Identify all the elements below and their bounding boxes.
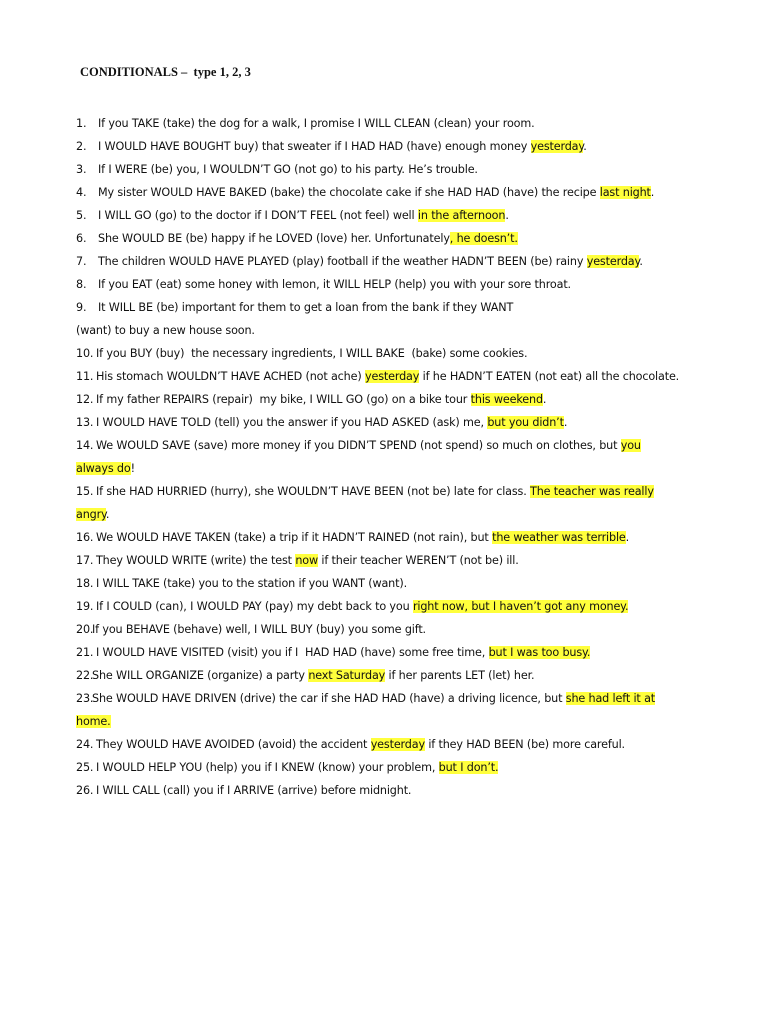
exercise-number: 14.	[76, 439, 94, 452]
highlighted-text: the weather was terrible	[492, 531, 626, 544]
exercise-item	[76, 756, 694, 779]
exercise-text: If you EAT (eat) some honey with lemon, it WILL HELP (help) you with your sore throat.	[98, 278, 571, 291]
exercise-number: 24.	[76, 738, 94, 751]
exercise-item	[76, 779, 694, 802]
exercise-number: 23.	[76, 692, 94, 705]
exercise-item	[76, 618, 694, 641]
exercise-number: 25.	[76, 761, 94, 774]
exercise-item	[76, 687, 686, 733]
highlighted-text: The teacher was really angry	[76, 485, 654, 521]
exercise-item	[76, 388, 694, 411]
exercise-number: 9.	[76, 301, 87, 314]
exercise-text-end: .	[650, 186, 655, 199]
highlighted-text: this weekend	[470, 393, 543, 406]
exercise-text: They WOULD WRITE (write) the test	[96, 554, 296, 567]
exercise-text-end: if their teacher WEREN’T (not be) ill.	[317, 554, 519, 567]
exercise-item	[76, 595, 694, 618]
exercise-text: We WOULD SAVE (save) more money if you DIDN’T SPEND (not spend) so much on clothes, but	[96, 439, 621, 452]
exercise-number: 11.	[76, 370, 94, 383]
exercise-text: If you TAKE (take) the dog for a walk, I promise I WILL CLEAN (clean) your room.	[98, 117, 535, 130]
exercise-number: 18.	[76, 577, 94, 590]
exercise-item	[76, 641, 694, 664]
highlighted-text: yesterday	[530, 140, 584, 153]
exercise-item	[76, 135, 694, 158]
exercise-text: They WOULD HAVE AVOIDED (avoid) the accident	[96, 738, 371, 751]
exercise-item	[76, 204, 694, 227]
exercise-text-end: .	[625, 531, 630, 544]
exercise-text: She WOULD BE (be) happy if he LOVED (love) her. Unfortunately	[98, 232, 450, 245]
exercise-number: 17.	[76, 554, 94, 567]
exercise-item	[76, 572, 694, 595]
exercise-text: I WILL CALL (call) you if I ARRIVE (arrive) before midnight.	[96, 784, 412, 797]
exercise-text: I WILL GO (go) to the doctor if I DON’T FEEL (not feel) well	[98, 209, 418, 222]
highlighted-text: , he doesn’t.	[449, 232, 518, 245]
highlighted-text: next Saturday	[308, 669, 386, 682]
exercise-number: 21.	[76, 646, 94, 659]
exercise-item	[76, 480, 678, 526]
highlighted-text: yesterday	[586, 255, 640, 268]
exercise-item	[76, 526, 694, 549]
highlighted-text: you always do	[76, 439, 641, 475]
highlighted-text: but I don’t.	[438, 761, 499, 774]
exercise-text-end: .	[505, 209, 509, 222]
exercise-text: If you BEHAVE (behave) well, I WILL BUY (buy) you some gift.	[92, 623, 426, 636]
highlighted-text: yesterday	[364, 370, 420, 383]
exercise-item	[76, 733, 694, 756]
exercise-text-end: .	[542, 393, 547, 406]
exercise-number: 8.	[76, 278, 87, 291]
exercise-text: I WOULD HELP YOU (help) you if I KNEW (know) your problem,	[96, 761, 439, 774]
exercise-item	[76, 549, 694, 572]
exercise-item	[76, 296, 546, 342]
exercise-text: If I COULD (can), I WOULD PAY (pay) my debt back to you	[96, 600, 413, 613]
exercise-text: If I WERE (be) you, I WOULDN’T GO (not go) to his party. He’s trouble.	[98, 163, 478, 176]
exercise-number: 6.	[76, 232, 87, 245]
exercise-text: If she HAD HURRIED (hurry), she WOULDN’T HAVE BEEN (not be) late for class.	[96, 485, 531, 498]
exercise-item	[76, 158, 694, 181]
exercise-number: 26.	[76, 784, 94, 797]
exercise-number: 2.	[76, 140, 87, 153]
exercise-text: I WOULD HAVE BOUGHT buy) that sweater if I HAD HAD (have) enough money	[98, 140, 531, 153]
exercise-text: We WOULD HAVE TAKEN (take) a trip if it HADN’T RAINED (not rain), but	[96, 531, 493, 544]
exercise-text-end: !	[130, 462, 135, 475]
exercise-text: It WILL BE (be) important for them to get a loan from the bank if they WANT (want) to buy a new house soon.	[76, 301, 517, 337]
exercise-text: His stomach WOULDN’T HAVE ACHED (not ache)	[96, 370, 365, 383]
exercise-text: If you BUY (buy) the necessary ingredients, I WILL BAKE (bake) some cookies.	[96, 347, 528, 360]
exercise-text: I WOULD HAVE TOLD (tell) you the answer if you HAD ASKED (ask) me,	[96, 416, 488, 429]
exercise-text-end: if he HADN’T EATEN (not eat) all the chocolate.	[419, 370, 680, 383]
exercise-text: I WILL TAKE (take) you to the station if you WANT (want).	[96, 577, 407, 590]
exercise-text-end: .	[563, 416, 568, 429]
exercise-text: My sister WOULD HAVE BAKED (bake) the chocolate cake if she HAD HAD (have) the recipe	[98, 186, 600, 199]
exercise-number: 4.	[76, 186, 87, 199]
exercise-text-end: .	[639, 255, 643, 268]
exercise-text: The children WOULD HAVE PLAYED (play) football if the weather HADN’T BEEN (be) rainy	[98, 255, 587, 268]
exercise-text: She WOULD HAVE DRIVEN (drive) the car if she HAD HAD (have) a driving licence, but	[92, 692, 566, 705]
exercise-item	[76, 342, 694, 365]
exercise-text-end: if her parents LET (let) her.	[385, 669, 535, 682]
highlighted-text: right now, but I haven’t got any money.	[412, 600, 629, 613]
highlighted-text: she had left it at home.	[76, 692, 656, 728]
exercise-number: 20.	[76, 623, 94, 636]
exercise-number: 22.	[76, 669, 94, 682]
exercise-number: 1.	[76, 117, 87, 130]
exercise-item	[76, 273, 694, 296]
highlighted-text: but you didn’t	[487, 416, 564, 429]
exercise-text: She WILL ORGANIZE (organize) a party	[92, 669, 309, 682]
exercise-item	[76, 664, 694, 687]
exercise-text-end: .	[583, 140, 587, 153]
exercise-number: 16.	[76, 531, 94, 544]
exercise-item	[76, 181, 694, 204]
exercise-item	[76, 411, 694, 434]
highlighted-text: but I was too busy.	[488, 646, 591, 659]
exercise-number: 3.	[76, 163, 87, 176]
exercise-text-end: if they HAD BEEN (be) more careful.	[424, 738, 625, 751]
exercise-number: 15.	[76, 485, 94, 498]
exercise-item	[76, 250, 694, 273]
exercise-item	[76, 365, 694, 388]
exercise-number: 12.	[76, 393, 94, 406]
exercise-item	[76, 112, 694, 135]
exercise-item	[76, 227, 694, 250]
exercise-item	[76, 434, 680, 480]
page-title: CONDITIONALS – type 1, 2, 3	[80, 65, 251, 79]
highlighted-text: now	[295, 554, 318, 567]
exercise-text: I WOULD HAVE VISITED (visit) you if I HAD HAD (have) some free time,	[96, 646, 489, 659]
exercise-number: 7.	[76, 255, 87, 268]
exercise-text-end: .	[105, 508, 110, 521]
exercise-number: 19.	[76, 600, 94, 613]
exercise-number: 13.	[76, 416, 94, 429]
highlighted-text: yesterday	[370, 738, 425, 751]
exercise-number: 10.	[76, 347, 94, 360]
exercise-number: 5.	[76, 209, 87, 222]
highlighted-text: in the afternoon	[417, 209, 506, 222]
exercise-text: If my father REPAIRS (repair) my bike, I WILL GO (go) on a bike tour	[96, 393, 471, 406]
highlighted-text: last night	[599, 186, 651, 199]
